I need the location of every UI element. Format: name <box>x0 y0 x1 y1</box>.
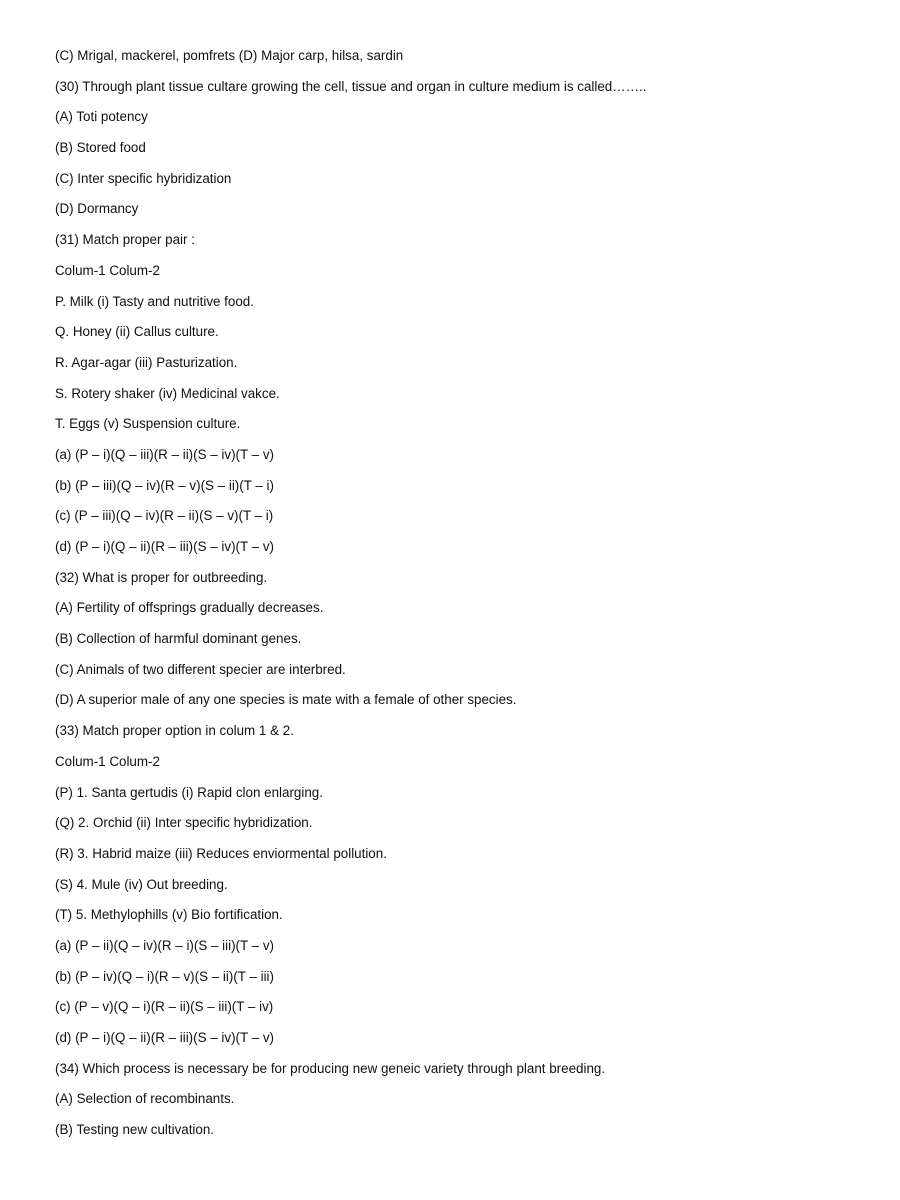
text-line: (A) Selection of recombinants. <box>55 1091 235 1107</box>
text-line: (P) 1. Santa gertudis (i) Rapid clon enlarging. <box>55 784 323 800</box>
text-line: S. Rotery shaker (iv) Medicinal vakce. <box>55 385 280 401</box>
text-line: (33) Match proper option in colum 1 & 2. <box>55 723 294 739</box>
text-line: (B) Stored food <box>55 140 146 156</box>
text-line: (A) Toti potency <box>55 109 148 125</box>
text-line: (C) Animals of two different specier are interbred. <box>55 661 346 677</box>
document-text <box>55 46 875 1151</box>
text-line: (b) (P – iii)(Q – iv)(R – v)(S – ii)(T – i) <box>55 477 274 493</box>
text-line: (T) 5. Methylophills (v) Bio fortification. <box>55 907 283 923</box>
text-line: (C) Inter specific hybridization <box>55 170 232 186</box>
text-line: (B) Testing new cultivation. <box>55 1122 215 1138</box>
text-line: Colum-1 Colum-2 <box>55 262 160 278</box>
text-line: (c) (P – iii)(Q – iv)(R – ii)(S – v)(T – i) <box>55 508 274 524</box>
text-line: (31) Match proper pair : <box>55 232 195 248</box>
text-line: (S) 4. Mule (iv) Out breeding. <box>55 876 228 892</box>
text-line: (d) (P – i)(Q – ii)(R – iii)(S – iv)(T – v) <box>55 539 274 554</box>
text-line: Colum-1 Colum-2 <box>55 753 160 769</box>
text-line: (A) Fertility of offsprings gradually decreases. <box>55 600 324 616</box>
text-line: Q. Honey (ii) Callus culture. <box>55 324 219 340</box>
text-line: (34) Which process is necessary be for producing new geneic variety through plant breeding. <box>55 1060 606 1076</box>
text-line: R. Agar-agar (iii) Pasturization. <box>55 354 238 370</box>
text-line: (a) (P – ii)(Q – iv)(R – i)(S – iii)(T – v) <box>55 937 274 953</box>
text-line: (32) What is proper for outbreeding. <box>55 569 268 585</box>
text-line: (C) Mrigal, mackerel, pomfrets (D) Major carp, hilsa, sardin <box>55 48 404 63</box>
text-line: (B) Collection of harmful dominant genes. <box>55 631 302 647</box>
text-line: (D) Dormancy <box>55 201 139 217</box>
text-line: (Q) 2. Orchid (ii) Inter specific hybridization. <box>55 815 313 831</box>
text-line: T. Eggs (v) Suspension culture. <box>55 416 241 432</box>
text-line: P. Milk (i) Tasty and nutritive food. <box>55 293 254 309</box>
text-line: (b) (P – iv)(Q – i)(R – v)(S – ii)(T – iii) <box>55 968 274 984</box>
text-line: (D) A superior male of any one species is mate with a female of other species. <box>55 692 517 708</box>
text-line: (a) (P – i)(Q – iii)(R – ii)(S – iv)(T – v) <box>55 446 274 462</box>
text-line: (d) (P – i)(Q – ii)(R – iii)(S – iv)(T – v) <box>55 1030 274 1045</box>
text-line: (30) Through plant tissue cultare growing the cell, tissue and organ in culture medium is called…….. <box>55 78 647 94</box>
text-line: (c) (P – v)(Q – i)(R – ii)(S – iii)(T – iv) <box>55 999 274 1015</box>
text-line: (R) 3. Habrid maize (iii) Reduces enviormental pollution. <box>55 845 387 861</box>
